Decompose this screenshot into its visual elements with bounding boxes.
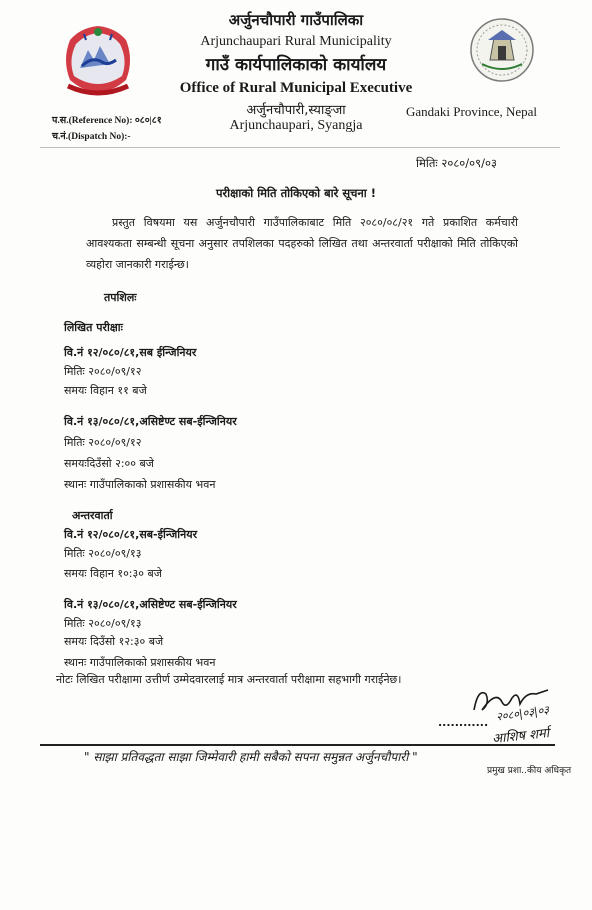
org-name-nepali: अर्जुनचौपारी गाउँपालिका — [228, 11, 364, 29]
written-exam-date: मितिः २०८०/०९/१२ — [64, 365, 142, 378]
signer-title: प्रमुख प्रशा..कीय अधिकृत — [487, 766, 572, 776]
interview-date: मितिः २०८०/०९/१३ — [64, 547, 142, 560]
reference-number: प.स.(Reference No): ०८०|८१ — [52, 116, 162, 126]
written-post-code: वि.नं १३/०८०/८१,असिष्टेण्ट सब-ईन्जिनियर — [64, 415, 237, 428]
office-name-nepali: गाउँ कार्यपालिकाको कार्यालय — [205, 55, 387, 75]
interview-date: मितिः २०८०/०९/१३ — [64, 617, 142, 630]
header-divider — [40, 147, 560, 148]
notice-date: मितिः २०८०/०९/०३ — [416, 156, 497, 170]
interview-post-code: वि.नं १३/०८०/८१,असिष्टेण्ट सब-ईन्जिनियर — [64, 598, 237, 611]
address-nepali: अर्जुनचौपारी,स्याङ्जा — [246, 103, 346, 118]
footer-divider — [40, 744, 555, 746]
interview-time: समयः दिउँसो १२:३० बजे — [64, 635, 164, 648]
note-text: नोटः लिखित परीक्षामा उत्तीर्ण उम्मेदवारलाई मात्र अन्तरवार्ता परीक्षामा सहभागी गराईनेछ। — [56, 673, 402, 686]
written-post-code: वि.नं १२/०८०/८१,सब ईन्जिनियर — [64, 346, 197, 359]
footer-slogan: " साझा प्रतिवद्धता साझा जिम्मेवारी हामी सबैको सपना समुन्नत अर्जुनचौपारी " — [84, 750, 418, 764]
province-label: Gandaki Province, Nepal — [406, 104, 538, 119]
dispatch-number: च.नं.(Dispatch No):- — [52, 132, 131, 142]
signature-dots: ............ — [438, 716, 489, 729]
written-exam-place: स्थानः गाउँपालिकाको प्रशासकीय भवन — [64, 478, 216, 491]
interview-heading: अन्तरवार्ता — [72, 509, 113, 522]
handwritten-name: आशिष शर्मा — [491, 726, 550, 747]
tapsil-label: तपशिलः — [104, 291, 137, 304]
interview-post-code: वि.नं १२/०८०/८१,सब-ईन्जिनियर — [64, 528, 198, 541]
written-exam-time: समयः विहान ११ बजे — [64, 384, 147, 397]
written-exam-time: समयःदिउँसो २:०० बजे — [64, 457, 154, 470]
address-english: Arjunchaupari, Syangja — [229, 118, 363, 133]
interview-time: समयः विहान १०:३० बजे — [64, 567, 162, 580]
notice-title: परीक्षाको मिति तोकिएको बारे सूचना ! — [215, 186, 377, 200]
org-name-english: Arjunchaupari Rural Municipality — [200, 34, 392, 49]
handwritten-date: २०८०|०३|०३ — [495, 703, 550, 724]
interview-place: स्थानः गाउँपालिकाको प्रशासकीय भवन — [64, 656, 216, 669]
written-exam-date: मितिः २०८०/०९/१२ — [64, 436, 142, 449]
written-exam-heading: लिखित परीक्षाः — [64, 321, 123, 334]
notice-body: प्रस्तुत विषयमा यस अर्जुनचौपारी गाउँपालिकाबाट मिति २०८०/०८/२१ गते प्रकाशित कर्मचारी आवश्यकता सम्बन्धी सूचना अनुसार तपशिलका पदहरुको लिखित तथा अन्तरवार्ता परीक्षाको मिति तोकिएको व्यहोरा जानकारी गराईन्छ। — [86, 216, 518, 271]
office-name-english: Office of Rural Municipal Executive — [179, 80, 413, 96]
